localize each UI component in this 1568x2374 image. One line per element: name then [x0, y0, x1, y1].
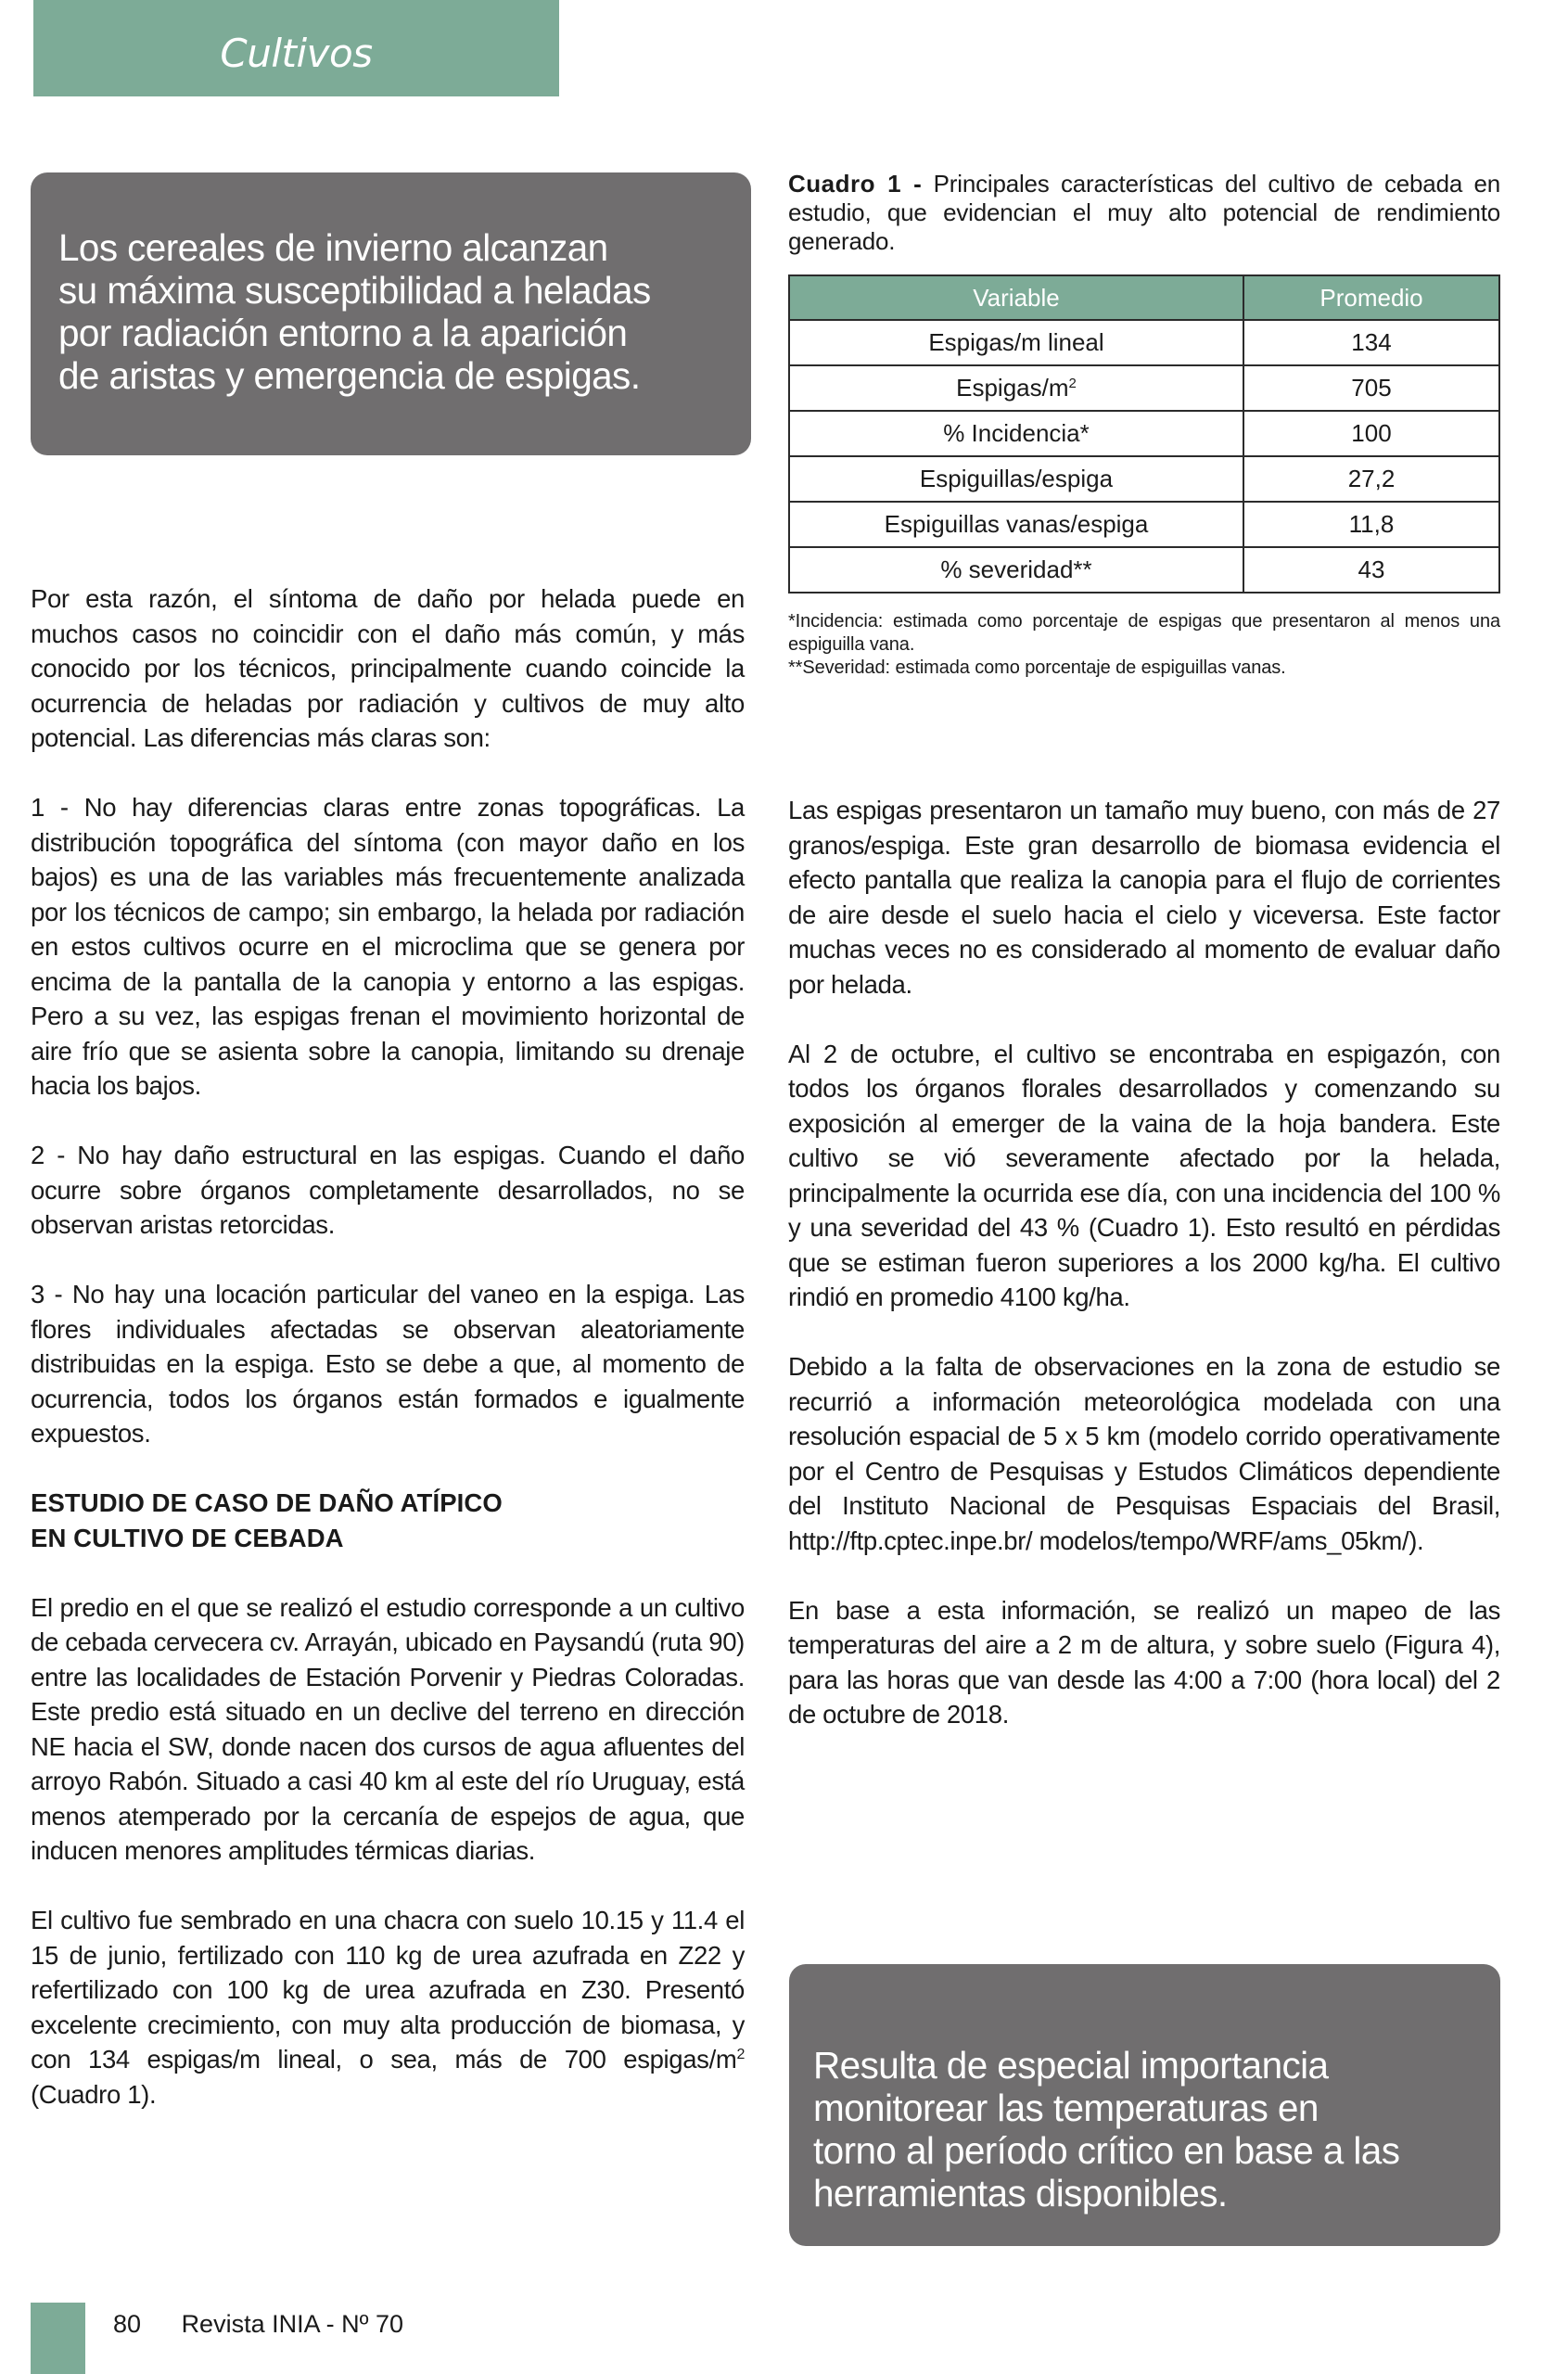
paragraph: 1 - No hay diferencias claras entre zonas topográficas. La distribución topográfica del síntoma (con mayor daño en los bajos) es una de las variables más frecuentemente analizada por los técnicos de campo; sin embargo, la helada por radiación en estos cultivos ocurre en el microclima que se genera por encima de la pantalla de la canopia y entorno a las espigas. Pero a su vez, las espigas frenan el movimiento horizontal de aire frío que se asienta sobre la canopia, limitando su drenaje hacia los bajos. [31, 793, 745, 1100]
cell-variable: Espiguillas vanas/espiga [789, 502, 1243, 547]
cuadro-1 [788, 170, 1500, 680]
paragraph: En base a esta información, se realizó un mapeo de las temperaturas del aire a 2 m de altura, y sobre suelo (Figura 4), para las horas que van desde las 4:00 a 7:00 (hora local) del 2 de octubre de 2018. [788, 1595, 1500, 1729]
superscript: 2 [736, 2047, 745, 2062]
table-header-row [789, 275, 1499, 320]
cell-value: 11,8 [1243, 502, 1499, 547]
table-caption-text: Principales características del cultivo de cebada en estudio, que evidencian el muy alto potencial de rendimiento generado. [788, 170, 1500, 255]
table-row [789, 365, 1499, 411]
table-caption [788, 170, 1500, 256]
cell-value: 27,2 [1243, 456, 1499, 502]
footnote-incidencia: *Incidencia: estimada como porcentaje de espigas que presentaron al menos una espiguilla vana. [788, 611, 1500, 655]
superscript: 2 [1068, 376, 1077, 391]
publication-name: Revista INIA - Nº 70 [181, 2310, 404, 2338]
data-table [788, 274, 1500, 594]
column-header-promedio: Promedio [1243, 275, 1499, 320]
pull-quote-line: Los cereales de invierno alcanzan [58, 226, 608, 269]
section-header-tab [33, 0, 559, 96]
footer-accent-box [31, 2303, 85, 2374]
cell-variable: Espigas/m lineal [789, 320, 1243, 365]
table-row [789, 502, 1499, 547]
table-row [789, 411, 1499, 456]
section-title: Cultivos [220, 30, 373, 76]
cell-value: 705 [1243, 365, 1499, 411]
table-row [789, 320, 1499, 365]
paragraph: Las espigas presentaron un tamaño muy bueno, con más de 27 granos/espiga. Este gran desarrollo de biomasa evidencia el efecto pantalla que realiza la canopia para el flujo de corrientes de aire desde el suelo hacia el cielo y viceversa. Este factor muchas veces no es considerado al momento de evaluar daño por helada. [788, 796, 1500, 999]
pull-quote-line: su máxima susceptibilidad a heladas [58, 269, 651, 312]
paragraph: El cultivo fue sembrado en una chacra con suelo 10.15 y 11.4 el 15 de junio, fertilizado con 110 kg de urea azufrada en Z22 y refertilizado con 100 kg de urea azufrada en Z30. Presentó excelente crecimiento, con muy alta producción de biomasa, y con 134 espigas/m lineal, o sea, más de 700 espigas/$m^2$ (Cuadro 1). [31, 1906, 745, 2109]
cell-variable: Espigas/$m^2$ [789, 365, 1243, 411]
paragraph: El predio en el que se realizó el estudio corresponde a un cultivo de cebada cervecera cv. Arrayán, ubicado en Paysandú (ruta 90) entre las localidades de Estación Porvenir y Piedras Coloradas. Este predio está situado en un declive del terreno en dirección NE hacia el SW, donde nacen dos cursos de agua afluentes del arroyo Rabón. Situado a casi 40 km al este del río Uruguay, está menos atemperado por la cercanía de espejos de agua, que inducen menores amplitudes térmicas diarias. [31, 1592, 745, 1865]
pull-quote-line: por radiación entorno a la aparición [58, 312, 628, 354]
cell-value: 43 [1243, 547, 1499, 593]
paragraph: Debido a la falta de observaciones en la zona de estudio se recurrió a información meteorológica modelada con una resolución espacial de 5 x 5 km (modelo corrido operativamente por el Centro de Pesquisas y Estudos Climáticos dependiente del Instituto Nacional de Pesquisas Espaciais del Brasil, http://ftp.cptec.inpe.br/ modelos/tempo/WRF/ams_05km/). [788, 1352, 1500, 1555]
pull-quote-line: Resulta de especial importancia [813, 2044, 1329, 2087]
table-row [789, 456, 1499, 502]
paragraph: Al 2 de octubre, el cultivo se encontraba en espigazón, con todos los órganos florales desarrollados y comenzando su exposición al emerger de la vaina de la hoja bandera. Este cultivo se vió severamente afectado por la helada, principalmente la ocurrida ese día, con una incidencia del 100 % y una severidad del 43 % (Cuadro 1). Esto resultó en pérdidas que se estiman fueron superiores a los 2000 kg/ha. El cultivo rindió en promedio 4100 kg/ha. [788, 1039, 1500, 1311]
paragraph: Por esta razón, el síntoma de daño por helada puede en muchos casos no coincidir con el daño más común, y más conocido por los técnicos, principalmente cuando coincide la ocurrencia de heladas por radiación y cultivos de muy alto potencial. Las diferencias más claras son: [31, 584, 745, 752]
page-number: 80 [113, 2310, 142, 2338]
paragraph: 3 - No hay una locación particular del vaneo en la espiga. Las flores individuales afectadas se observan aleatoriamente distribuidas en la espiga. Esto se debe a que, al momento de ocurrencia, todos los órganos están formados e igualmente expuestos. [31, 1280, 745, 1448]
pull-quote-line: monitorear las temperaturas en [813, 2087, 1319, 2129]
section-heading: ESTUDIO DE CASO DE DAÑO ATÍPICO EN CULTIVO DE CEBADA [31, 1488, 503, 1552]
cell-variable: % Incidencia* [789, 411, 1243, 456]
table-footnotes [788, 610, 1500, 680]
cell-value: 100 [1243, 411, 1499, 456]
cell-variable: % severidad** [789, 547, 1243, 593]
table-row [789, 547, 1499, 593]
footnote-severidad: **Severidad: estimada como porcentaje de espiguillas vanas. [788, 657, 1286, 678]
pull-quote-line: de aristas y emergencia de espigas. [58, 354, 641, 397]
pull-quote-bottom [789, 1964, 1500, 2246]
column-header-variable: Variable [789, 275, 1243, 320]
pull-quote-line: herramientas disponibles. [813, 2172, 1228, 2214]
cell-variable: Espiguillas/espiga [789, 456, 1243, 502]
left-column [31, 581, 745, 2147]
page-footer [113, 2309, 403, 2339]
right-column [788, 793, 1500, 1767]
table-caption-label: Cuadro 1 - [788, 170, 923, 198]
paragraph: 2 - No hay daño estructural en las espigas. Cuando el daño ocurre sobre órganos completamente desarrollados, no se observan aristas retorcidas. [31, 1141, 745, 1239]
cell-value: 134 [1243, 320, 1499, 365]
pull-quote-top [31, 172, 751, 455]
pull-quote-line: torno al período crítico en base a las [813, 2129, 1400, 2172]
